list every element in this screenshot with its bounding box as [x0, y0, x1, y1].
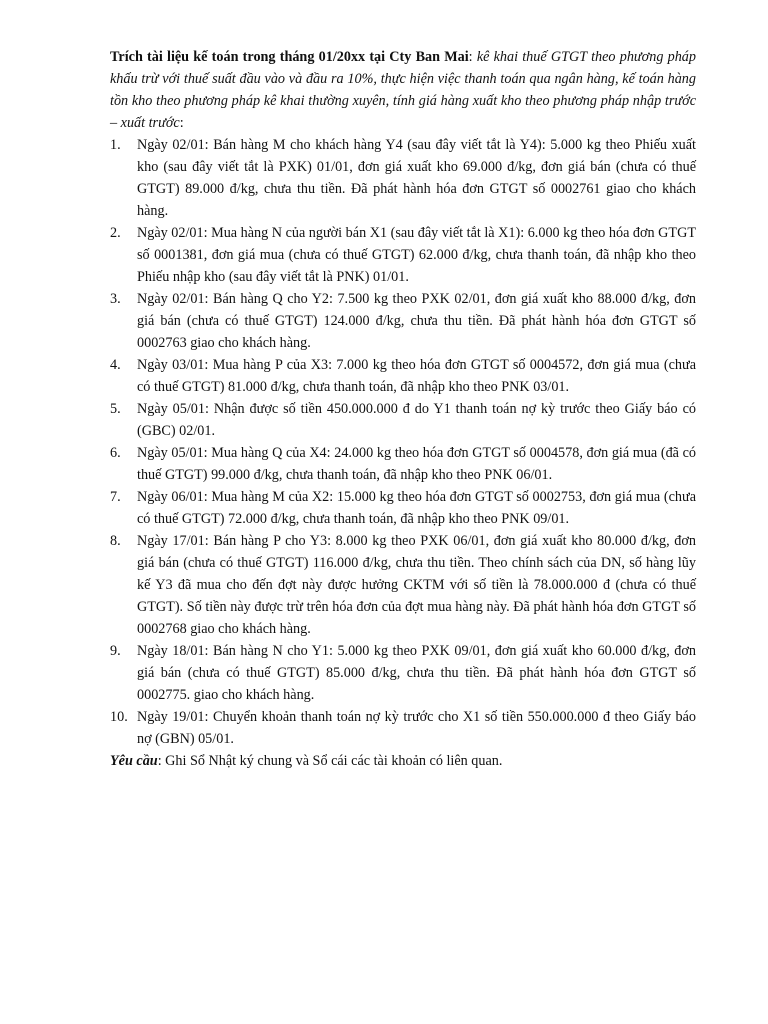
- list-item-number: 7.: [110, 489, 121, 505]
- intro-separator: :: [468, 49, 477, 65]
- list-item: [110, 530, 696, 640]
- list-item-number: 10.: [110, 709, 128, 725]
- list-item: [110, 288, 696, 354]
- list-item-text: Ngày 02/01: Mua hàng N của người bán X1 (sau đây viết tắt là X1): 6.000 kg theo hóa đơn GTGT số 0001381, đơn giá mua (chưa có thuế GTGT) 62.000 đ/kg, chưa thanh toán, đã nhập kho theo Phiếu nhập kho (sau đây viết tắt là PNK) 01/01.: [137, 225, 696, 285]
- list-item-text: Ngày 02/01: Bán hàng Q cho Y2: 7.500 kg theo PXK 02/01, đơn giá xuất kho 88.000 đ/kg, đơn giá bán (chưa có thuế GTGT) 124.000 đ/kg, chưa thu tiền. Đã phát hành hóa đơn GTGT số 0002763 giao cho khách hàng.: [137, 291, 696, 351]
- list-item-number: 4.: [110, 357, 121, 373]
- list-item: [110, 354, 696, 398]
- list-item-text: Ngày 06/01: Mua hàng M của X2: 15.000 kg theo hóa đơn GTGT số 0002753, đơn giá mua (chưa có thuế GTGT) 72.000 đ/kg, chưa thanh toán, đã nhập kho theo PNK 09/01.: [137, 489, 696, 527]
- requirement-text: : Ghi Sổ Nhật ký chung và Sổ cái các tài khoản có liên quan.: [157, 753, 503, 769]
- list-item-number: 3.: [110, 291, 121, 307]
- list-item-text: Ngày 17/01: Bán hàng P cho Y3: 8.000 kg theo PXK 06/01, đơn giá xuất kho 80.000 đ/kg, đơn giá bán (chưa có thuế GTGT) 116.000 đ/kg, chưa thu tiền. Theo chính sách của DN, số hàng lũy kế Y3 đã mua cho đến đợt này được hưởng CKTM với số tiền là 78.000.000 đ (chưa có thuế GTGT). Số tiền này được trừ trên hóa đơn của đợt mua hàng này. Đã phát hành hóa đơn GTGT số 0002768 giao cho khách hàng.: [137, 533, 696, 637]
- intro-paragraph: [110, 46, 696, 134]
- list-item-text: Ngày 18/01: Bán hàng N cho Y1: 5.000 kg theo PXK 09/01, đơn giá xuất kho 60.000 đ/kg, đơn giá bán (chưa có thuế GTGT) 85.000 đ/kg, chưa thu tiền. Đã phát hành hóa đơn GTGT số 0002775. giao cho khách hàng.: [137, 643, 696, 703]
- list-item-number: 2.: [110, 225, 121, 241]
- list-item-text: Ngày 03/01: Mua hàng P của X3: 7.000 kg theo hóa đơn GTGT số 0004572, đơn giá mua (chưa có thuế GTGT) 81.000 đ/kg, chưa thanh toán, đã nhập kho theo PNK 03/01.: [137, 357, 696, 395]
- list-item-number: 8.: [110, 533, 121, 549]
- list-item: [110, 706, 696, 750]
- list-item-number: 9.: [110, 643, 121, 659]
- list-item: [110, 134, 696, 222]
- list-item-text: Ngày 02/01: Bán hàng M cho khách hàng Y4 (sau đây viết tắt là Y4): 5.000 kg theo Phiếu xuất kho (sau đây viết tắt là PXK) 01/01, đơn giá xuất kho 69.000 đ/kg, đơn giá bán (chưa có thuế GTGT) 89.000 đ/kg, chưa thu tiền. Đã phát hành hóa đơn GTGT số 0002761 giao cho khách hàng.: [137, 137, 696, 219]
- requirement-label: Yêu cầu: [110, 753, 158, 769]
- list-item-text: Ngày 05/01: Nhận được số tiền 450.000.000 đ do Y1 thanh toán nợ kỳ trước theo Giấy báo có (GBC) 02/01.: [137, 401, 696, 439]
- list-item-text: Ngày 05/01: Mua hàng Q của X4: 24.000 kg theo hóa đơn GTGT số 0004578, đơn giá mua (đã có thuế GTGT) 99.000 đ/kg, chưa thanh toán, đã nhập kho theo PNK 06/01.: [137, 445, 696, 483]
- list-item: [110, 486, 696, 530]
- list-item: [110, 640, 696, 706]
- requirement-paragraph: [110, 750, 696, 772]
- list-item: [110, 222, 696, 288]
- document-page: [110, 46, 696, 772]
- list-item-number: 5.: [110, 401, 121, 417]
- intro-description: kê khai thuế GTGT theo phương pháp khấu trừ với thuế suất đầu vào và đầu ra 10%, thực hiện việc thanh toán qua ngân hàng, kế toán hàng tồn kho theo phương pháp kê khai thường xuyên, tính giá hàng xuất kho theo phương pháp nhập trước – xuất trước: [110, 49, 696, 131]
- document-title: Trích tài liệu kế toán trong tháng 01/20xx tại Cty Ban Mai: [110, 49, 469, 65]
- intro-end: :: [179, 115, 184, 131]
- list-item-number: 1.: [110, 137, 121, 153]
- list-item: [110, 398, 696, 442]
- transaction-list: [110, 134, 696, 750]
- list-item: [110, 442, 696, 486]
- list-item-number: 6.: [110, 445, 121, 461]
- list-item-text: Ngày 19/01: Chuyển khoản thanh toán nợ kỳ trước cho X1 số tiền 550.000.000 đ theo Giấy báo nợ (GBN) 05/01.: [137, 709, 696, 747]
